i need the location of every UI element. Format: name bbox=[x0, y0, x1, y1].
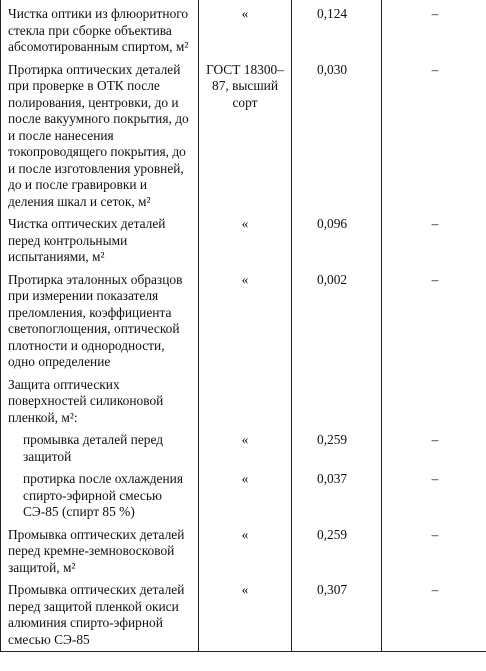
standard-cell: ГОСТ 18300–87, высший сорт bbox=[199, 59, 292, 214]
table-row bbox=[1, 269, 486, 374]
operation-cell bbox=[1, 269, 199, 374]
operation-cell bbox=[1, 579, 199, 652]
norm-value-cell: 0,307 bbox=[292, 579, 382, 652]
operation-text: промывка деталей перед защитой bbox=[23, 432, 164, 464]
extra-cell: – bbox=[382, 524, 486, 580]
extra-cell: – bbox=[382, 0, 486, 59]
operation-text: Протирка оптических деталей при проверке в ОТК после полирования, центровки, до и после вакуумного покрытия, до и после нанесения токопроводящего покрытия, до и после изготовления уровней, до и после гравировки и деления шкал и сеток, м² bbox=[8, 61, 189, 209]
standard-cell: « bbox=[199, 213, 292, 269]
table-row bbox=[1, 374, 486, 430]
operation-text: Защита оптических поверхностей силиконовой пленкой, м²: bbox=[8, 376, 164, 425]
extra-cell: – bbox=[382, 213, 486, 269]
operation-text: Протирка эталонных образцов при измерении показателя преломления, коэффициента светопоглощения, оптической плотности и однородности, одно определение bbox=[8, 271, 183, 369]
table-row bbox=[1, 524, 486, 580]
operation-text: Промывка оптических деталей перед кремне-земновосковой защитой, м² bbox=[8, 526, 185, 575]
operation-text: Чистка оптических деталей перед контрольными испытаниями, м² bbox=[8, 216, 166, 264]
norm-value-cell: 0,096 bbox=[292, 213, 382, 269]
operation-text: Чистка оптики из флюоритного стекла при сборке объектива абсомотированным спиртом, м² bbox=[8, 6, 189, 54]
extra-cell: – bbox=[382, 429, 486, 468]
norm-value-cell: 0,030 bbox=[292, 59, 382, 214]
operation-cell bbox=[1, 524, 199, 580]
standard-cell: « bbox=[199, 468, 292, 524]
table-row bbox=[1, 468, 486, 524]
table-row bbox=[1, 429, 486, 468]
standard-cell bbox=[199, 374, 292, 430]
extra-cell: – bbox=[382, 468, 486, 524]
extra-cell bbox=[382, 374, 486, 430]
norm-value-cell bbox=[292, 374, 382, 430]
standard-cell: « bbox=[199, 524, 292, 580]
norm-value-cell: 0,037 bbox=[292, 468, 382, 524]
operation-cell bbox=[1, 468, 199, 524]
standard-cell: « bbox=[199, 0, 292, 59]
table-row bbox=[1, 579, 486, 652]
norm-value-cell: 0,002 bbox=[292, 269, 382, 374]
operation-text: протирка после охлаждения спирто-эфирной смесью СЭ-85 (спирт 85 %) bbox=[23, 471, 183, 519]
operation-cell bbox=[1, 374, 199, 430]
operation-cell bbox=[1, 59, 199, 214]
operation-text: Промывка оптических деталей перед защитой пленкой окиси алюминия спирто-эфирной смесью СЭ-85 bbox=[8, 582, 185, 647]
standard-cell: « bbox=[199, 429, 292, 468]
extra-cell: – bbox=[382, 579, 486, 652]
norm-value-cell: 0,259 bbox=[292, 429, 382, 468]
table-row bbox=[1, 59, 486, 214]
operation-cell bbox=[1, 0, 199, 59]
table-row bbox=[1, 213, 486, 269]
extra-cell: – bbox=[382, 59, 486, 214]
standard-cell: « bbox=[199, 579, 292, 652]
table-row bbox=[1, 0, 486, 59]
norm-value-cell: 0,124 bbox=[292, 0, 382, 59]
standard-cell: « bbox=[199, 269, 292, 374]
operation-cell bbox=[1, 429, 199, 468]
operation-cell bbox=[1, 213, 199, 269]
norm-value-cell: 0,259 bbox=[292, 524, 382, 580]
extra-cell: – bbox=[382, 269, 486, 374]
